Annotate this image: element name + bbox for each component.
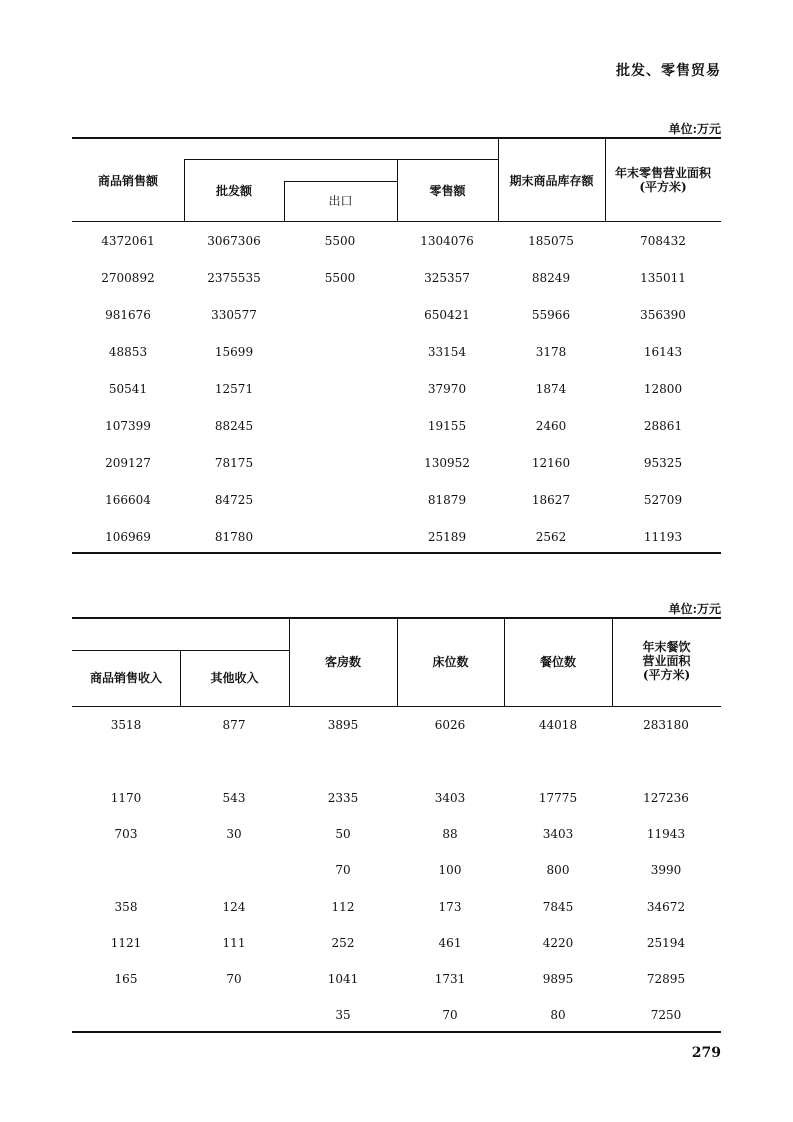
table-cell: 877 xyxy=(222,718,246,732)
table-cell: 3403 xyxy=(542,827,574,841)
table-cell: 88245 xyxy=(214,419,254,433)
table2-header-seats: 餐位数 xyxy=(539,655,576,669)
table1-header-wholesale: 批发额 xyxy=(215,184,252,198)
table-cell: 165 xyxy=(114,972,138,986)
table-cell: 252 xyxy=(331,936,355,950)
table-cell: 173 xyxy=(438,900,462,914)
table-cell: 12160 xyxy=(531,456,571,470)
table-cell: 1041 xyxy=(327,972,359,986)
table-cell: 2460 xyxy=(535,419,567,433)
table-cell: 80 xyxy=(550,1008,566,1022)
table-cell: 7845 xyxy=(542,900,574,914)
table-cell: 358 xyxy=(114,900,138,914)
table-cell: 4220 xyxy=(542,936,574,950)
table1-top-rule xyxy=(72,137,721,139)
table-cell: 78175 xyxy=(214,456,254,470)
table-cell: 1731 xyxy=(434,972,466,986)
table-cell: 1170 xyxy=(110,791,142,805)
section-title: 批发、零售贸易 xyxy=(616,63,721,79)
table-cell: 6026 xyxy=(434,718,466,732)
table-cell: 18627 xyxy=(531,493,571,507)
table-cell: 107399 xyxy=(105,419,151,433)
table-cell: 2335 xyxy=(327,791,359,805)
table2-header-area-line3: (平方米) xyxy=(642,668,691,682)
table-cell: 3067306 xyxy=(207,234,261,248)
table-cell: 44018 xyxy=(538,718,578,732)
table-cell: 112 xyxy=(331,900,355,914)
table1-bottom-rule xyxy=(72,552,721,554)
table1-unit-label: 单位:万元 xyxy=(668,122,721,136)
table-cell: 34672 xyxy=(646,900,686,914)
table-cell: 70 xyxy=(226,972,242,986)
table2-header-area-line2: 营业面积 xyxy=(642,654,691,668)
table-cell: 81879 xyxy=(427,493,467,507)
table-cell: 88249 xyxy=(531,271,571,285)
table-cell: 1874 xyxy=(535,382,567,396)
table1-header-area-line2: (平方米) xyxy=(639,180,687,194)
table-cell: 70 xyxy=(442,1008,458,1022)
table2-header-sales-income: 商品销售收入 xyxy=(89,671,162,685)
table-cell: 5500 xyxy=(324,271,356,285)
table-cell: 703 xyxy=(114,827,138,841)
table2-header-area-line1: 年末餐饮 xyxy=(642,640,691,654)
table2-bottom-rule xyxy=(72,1031,721,1033)
table-cell: 48853 xyxy=(108,345,148,359)
table-cell: 95325 xyxy=(643,456,683,470)
table-cell: 100 xyxy=(438,863,462,877)
table2-header-beds: 床位数 xyxy=(432,655,469,669)
table2-header-rooms: 客房数 xyxy=(324,655,361,669)
table-cell: 25194 xyxy=(646,936,686,950)
table-cell: 4372061 xyxy=(101,234,155,248)
table-cell: 11193 xyxy=(643,530,683,544)
table-cell: 2562 xyxy=(535,530,567,544)
table-cell: 127236 xyxy=(643,791,689,805)
table1-subheader-rule xyxy=(184,159,498,160)
table-cell: 185075 xyxy=(528,234,574,248)
table1-header-retail: 零售额 xyxy=(429,184,466,198)
table-cell: 650421 xyxy=(424,308,470,322)
table-cell: 35 xyxy=(335,1008,351,1022)
table-cell: 325357 xyxy=(424,271,470,285)
table-cell: 12571 xyxy=(214,382,254,396)
table-cell: 130952 xyxy=(424,456,470,470)
table-cell: 15699 xyxy=(214,345,254,359)
table-cell: 111 xyxy=(222,936,246,950)
table1-header-area-line1: 年末零售营业面积 xyxy=(614,166,711,180)
table-cell: 124 xyxy=(222,900,246,914)
table-cell: 50 xyxy=(335,827,351,841)
table-cell: 3895 xyxy=(327,718,359,732)
table-cell: 81780 xyxy=(214,530,254,544)
table-cell: 135011 xyxy=(640,271,686,285)
table1-header-export: 出口 xyxy=(328,194,353,208)
page-number: 279 xyxy=(691,1045,721,1061)
table-cell: 19155 xyxy=(427,419,467,433)
table2-header-area xyxy=(612,640,721,682)
table2-header-other-income: 其他收入 xyxy=(210,671,259,685)
table-cell: 461 xyxy=(438,936,462,950)
table-cell: 55966 xyxy=(531,308,571,322)
table-cell: 1304076 xyxy=(420,234,474,248)
table-cell: 3178 xyxy=(535,345,567,359)
table-cell: 330577 xyxy=(211,308,257,322)
table-cell: 11943 xyxy=(646,827,686,841)
table1-export-rule xyxy=(284,181,397,182)
table-cell: 708432 xyxy=(640,234,686,248)
table-cell: 356390 xyxy=(640,308,686,322)
table-cell: 30 xyxy=(226,827,242,841)
table-cell: 88 xyxy=(442,827,458,841)
table-cell: 3518 xyxy=(110,718,142,732)
table-cell: 72895 xyxy=(646,972,686,986)
table-cell: 28861 xyxy=(643,419,683,433)
table-cell: 283180 xyxy=(643,718,689,732)
table-cell: 84725 xyxy=(214,493,254,507)
table-cell: 17775 xyxy=(538,791,578,805)
table-cell: 5500 xyxy=(324,234,356,248)
table-cell: 981676 xyxy=(105,308,151,322)
table2-unit-label: 单位:万元 xyxy=(668,602,721,616)
table-cell: 16143 xyxy=(643,345,683,359)
table-cell: 543 xyxy=(222,791,246,805)
table-cell: 2375535 xyxy=(207,271,261,285)
table-cell: 3403 xyxy=(434,791,466,805)
table-cell: 800 xyxy=(546,863,570,877)
table-cell: 12800 xyxy=(643,382,683,396)
table-cell: 37970 xyxy=(427,382,467,396)
table1-header-area xyxy=(605,166,721,194)
table-cell: 25189 xyxy=(427,530,467,544)
table-cell: 52709 xyxy=(643,493,683,507)
table-cell: 50541 xyxy=(108,382,148,396)
table-cell: 33154 xyxy=(427,345,467,359)
table-cell: 9895 xyxy=(542,972,574,986)
table-cell: 166604 xyxy=(105,493,151,507)
table1-header-inventory: 期末商品库存额 xyxy=(509,174,594,188)
table-cell: 70 xyxy=(335,863,351,877)
table-cell: 1121 xyxy=(110,936,142,950)
table-cell: 3990 xyxy=(650,863,682,877)
table-cell: 7250 xyxy=(650,1008,682,1022)
table1-header-sales: 商品销售额 xyxy=(97,174,158,188)
table-cell: 2700892 xyxy=(101,271,155,285)
table-cell: 209127 xyxy=(105,456,151,470)
table-cell: 106969 xyxy=(105,530,151,544)
